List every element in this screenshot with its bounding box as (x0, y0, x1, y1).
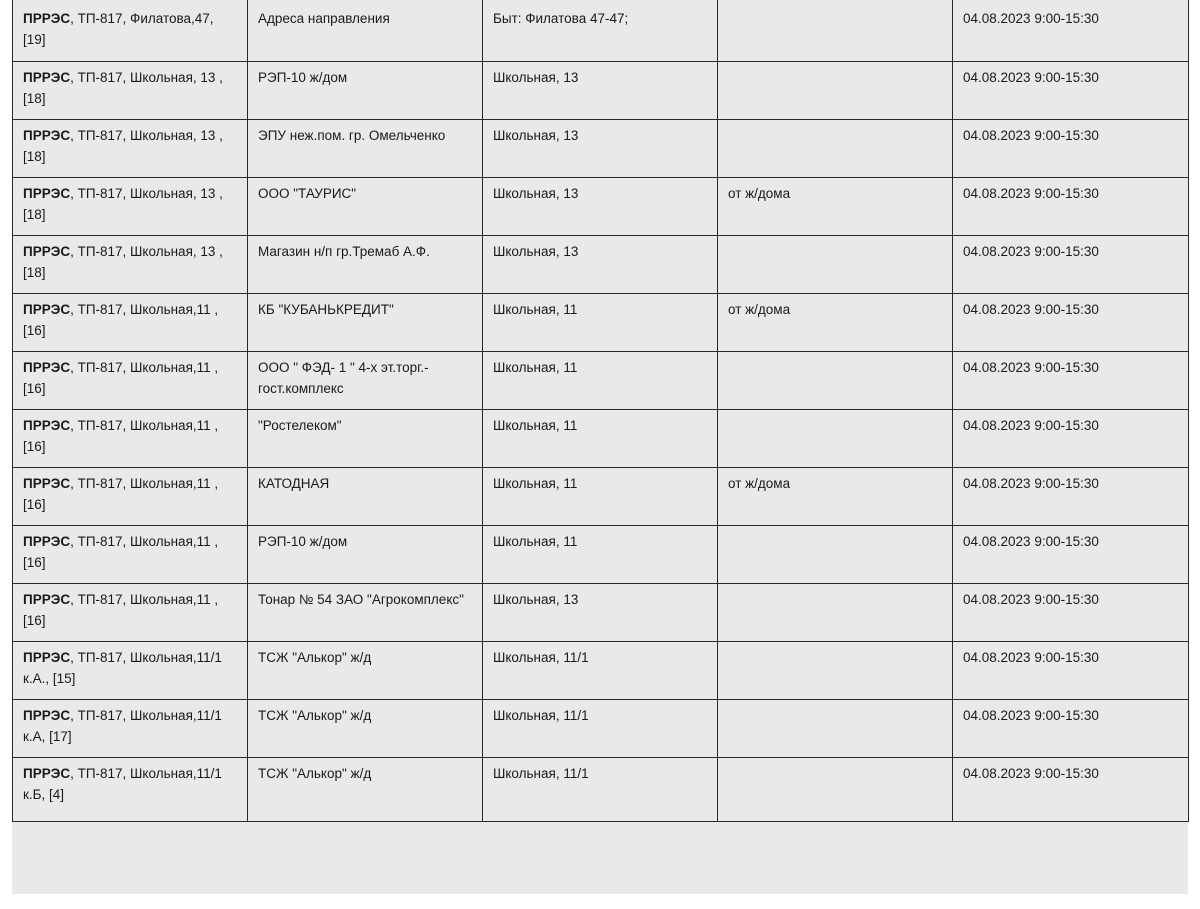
address-cell: Школьная, 13 (483, 61, 718, 119)
document-sheet (12, 0, 1188, 894)
address-cell: Школьная, 13 (483, 119, 718, 177)
org-name: ПРРЭС (23, 591, 71, 607)
feeder-cell (13, 583, 248, 641)
feeder-text: , ТП-817, Школьная,11 , [16] (23, 417, 219, 454)
consumer-cell: ТСЖ "Алькор" ж/д (248, 699, 483, 757)
consumer-cell: ООО "ТАУРИС" (248, 177, 483, 235)
table-row (13, 525, 1189, 583)
org-name: ПРРЭС (23, 649, 71, 665)
feeder-text: , ТП-817, Школьная,11 , [16] (23, 475, 219, 512)
table-row (13, 699, 1189, 757)
consumer-cell: РЭП-10 ж/дом (248, 61, 483, 119)
consumer-cell: ЭПУ неж.пом. гр. Омельченко (248, 119, 483, 177)
note-cell: от ж/дома (718, 467, 953, 525)
feeder-cell (13, 351, 248, 409)
table-row (13, 177, 1189, 235)
address-cell: Школьная, 11/1 (483, 757, 718, 821)
address-cell: Быт: Филатова 47-47; (483, 0, 718, 61)
feeder-cell (13, 641, 248, 699)
outage-table (12, 0, 1189, 822)
note-cell (718, 641, 953, 699)
org-name: ПРРЭС (23, 185, 71, 201)
time-cell: 04.08.2023 9:00-15:30 (953, 177, 1189, 235)
address-cell: Школьная, 11 (483, 293, 718, 351)
feeder-text: , ТП-817, Филатова,47, [19] (23, 11, 214, 47)
table-row (13, 583, 1189, 641)
note-cell (718, 757, 953, 821)
time-cell: 04.08.2023 9:00-15:30 (953, 61, 1189, 119)
table-row (13, 119, 1189, 177)
feeder-cell (13, 699, 248, 757)
address-cell: Школьная, 11 (483, 351, 718, 409)
consumer-cell: ТСЖ "Алькор" ж/д (248, 757, 483, 821)
consumer-cell: Адреса направления (248, 0, 483, 61)
feeder-cell (13, 409, 248, 467)
consumer-cell: Тонар № 54 ЗАО "Агрокомплекс" (248, 583, 483, 641)
note-cell: от ж/дома (718, 293, 953, 351)
address-cell: Школьная, 11 (483, 467, 718, 525)
consumer-cell: КБ "КУБАНЬКРЕДИТ" (248, 293, 483, 351)
org-name: ПРРЭС (23, 243, 71, 259)
feeder-cell (13, 235, 248, 293)
address-cell: Школьная, 11 (483, 525, 718, 583)
feeder-cell (13, 177, 248, 235)
feeder-text: , ТП-817, Школьная,11/1 к.Б, [4] (23, 765, 222, 802)
time-cell: 04.08.2023 9:00-15:30 (953, 467, 1189, 525)
note-cell (718, 583, 953, 641)
table-row (13, 757, 1189, 821)
table-row (13, 467, 1189, 525)
consumer-cell: КАТОДНАЯ (248, 467, 483, 525)
time-cell: 04.08.2023 9:00-15:30 (953, 583, 1189, 641)
consumer-cell: "Ростелеком" (248, 409, 483, 467)
time-cell: 04.08.2023 9:00-15:30 (953, 525, 1189, 583)
address-cell: Школьная, 11/1 (483, 699, 718, 757)
address-cell: Школьная, 13 (483, 235, 718, 293)
address-cell: Школьная, 11/1 (483, 641, 718, 699)
org-name: ПРРЭС (23, 69, 71, 85)
time-cell: 04.08.2023 9:00-15:30 (953, 119, 1189, 177)
note-cell (718, 699, 953, 757)
org-name: ПРРЭС (23, 707, 71, 723)
time-cell: 04.08.2023 9:00-15:30 (953, 641, 1189, 699)
feeder-text: , ТП-817, Школьная,11 , [16] (23, 591, 219, 628)
feeder-cell (13, 61, 248, 119)
time-cell: 04.08.2023 9:00-15:30 (953, 351, 1189, 409)
note-cell (718, 61, 953, 119)
consumer-cell: РЭП-10 ж/дом (248, 525, 483, 583)
time-cell: 04.08.2023 9:00-15:30 (953, 0, 1189, 61)
table-row (13, 641, 1189, 699)
feeder-text: , ТП-817, Школьная, 13 , [18] (23, 243, 223, 280)
feeder-cell (13, 0, 248, 61)
org-name: ПРРЭС (23, 127, 71, 143)
org-name: ПРРЭС (23, 475, 71, 491)
org-name: ПРРЭС (23, 11, 71, 26)
org-name: ПРРЭС (23, 533, 71, 549)
consumer-cell: Магазин н/п гр.Тремаб А.Ф. (248, 235, 483, 293)
table-row (13, 235, 1189, 293)
feeder-text: , ТП-817, Школьная, 13 , [18] (23, 185, 223, 222)
address-cell: Школьная, 13 (483, 177, 718, 235)
time-cell: 04.08.2023 9:00-15:30 (953, 699, 1189, 757)
table-row (13, 293, 1189, 351)
note-cell (718, 525, 953, 583)
time-cell: 04.08.2023 9:00-15:30 (953, 293, 1189, 351)
note-cell (718, 0, 953, 61)
feeder-text: , ТП-817, Школьная, 13 , [18] (23, 127, 223, 164)
note-cell (718, 119, 953, 177)
table-row (13, 409, 1189, 467)
feeder-cell (13, 119, 248, 177)
feeder-cell (13, 467, 248, 525)
time-cell: 04.08.2023 9:00-15:30 (953, 235, 1189, 293)
note-cell (718, 351, 953, 409)
feeder-text: , ТП-817, Школьная,11 , [16] (23, 359, 219, 396)
feeder-text: , ТП-817, Школьная,11 , [16] (23, 533, 219, 570)
address-cell: Школьная, 11 (483, 409, 718, 467)
consumer-cell: ООО " ФЭД- 1 " 4-х эт.торг.-гост.комплекс (248, 351, 483, 409)
consumer-cell: ТСЖ "Алькор" ж/д (248, 641, 483, 699)
address-cell: Школьная, 13 (483, 583, 718, 641)
table-row (13, 0, 1189, 61)
org-name: ПРРЭС (23, 765, 71, 781)
org-name: ПРРЭС (23, 359, 71, 375)
feeder-text: , ТП-817, Школьная, 13 , [18] (23, 69, 223, 106)
org-name: ПРРЭС (23, 417, 71, 433)
time-cell: 04.08.2023 9:00-15:30 (953, 757, 1189, 821)
table-row (13, 61, 1189, 119)
time-cell: 04.08.2023 9:00-15:30 (953, 409, 1189, 467)
feeder-text: , ТП-817, Школьная,11/1 к.А, [17] (23, 707, 222, 744)
note-cell (718, 409, 953, 467)
feeder-text: , ТП-817, Школьная,11 , [16] (23, 301, 219, 338)
table-row (13, 351, 1189, 409)
outage-table-body (13, 0, 1189, 821)
org-name: ПРРЭС (23, 301, 71, 317)
note-cell (718, 235, 953, 293)
feeder-cell (13, 757, 248, 821)
feeder-cell (13, 293, 248, 351)
feeder-text: , ТП-817, Школьная,11/1 к.А., [15] (23, 649, 222, 686)
feeder-cell (13, 525, 248, 583)
note-cell: от ж/дома (718, 177, 953, 235)
